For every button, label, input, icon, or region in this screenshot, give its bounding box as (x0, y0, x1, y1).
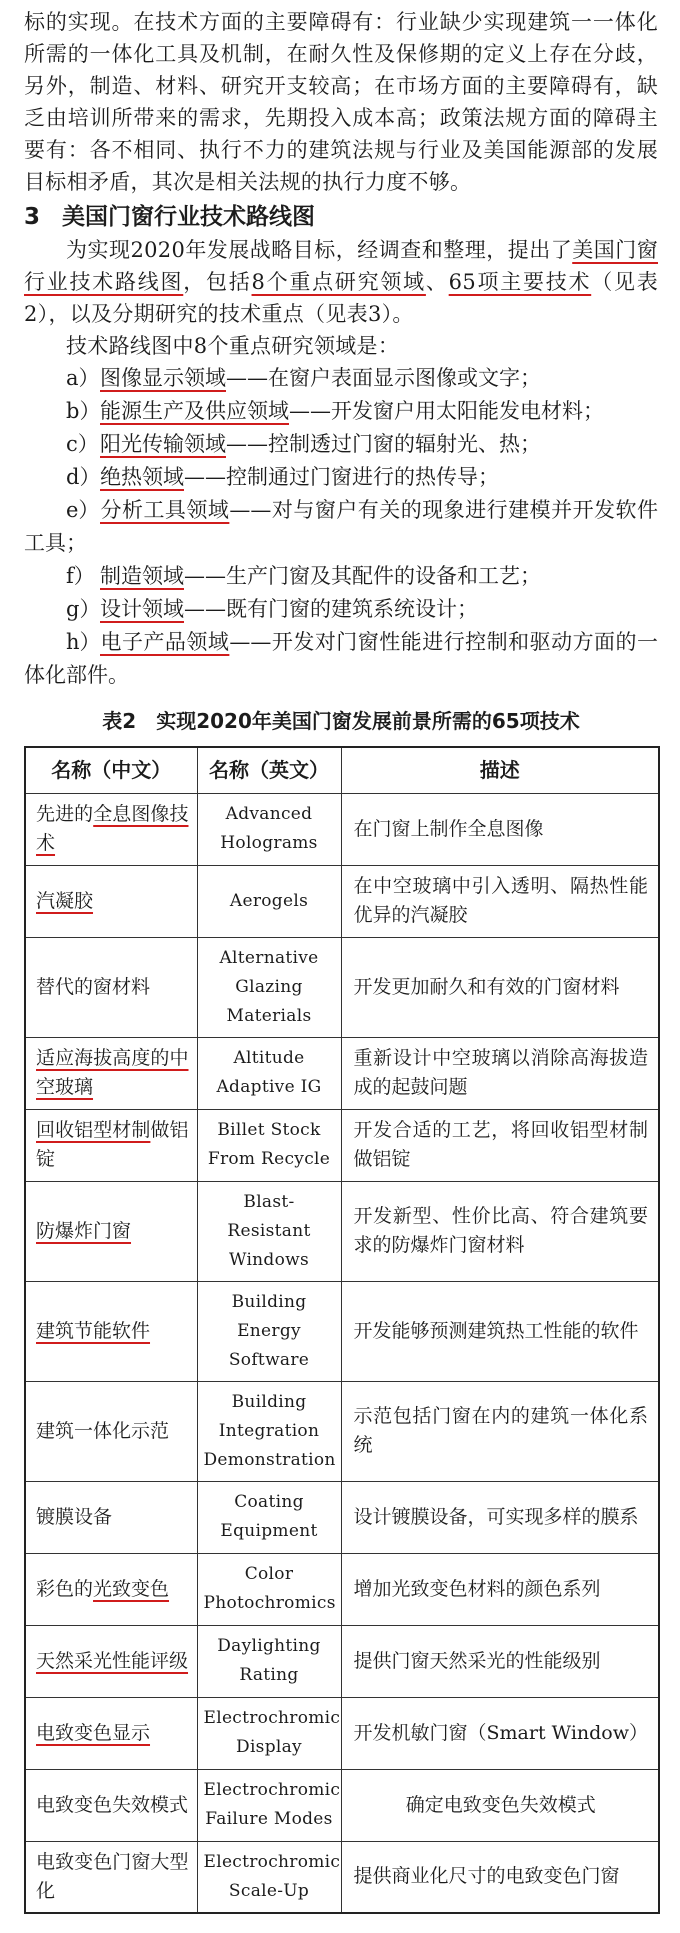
table-row (25, 865, 659, 937)
cell-name-en (197, 1381, 341, 1481)
text-run: 电致变色门窗大型化 (36, 1850, 189, 1902)
cell-highlight: 防爆炸门窗 (36, 1219, 132, 1242)
cell-description: 开发新型、性价比高、符合建筑要求的防爆炸门窗材料 (341, 1181, 659, 1281)
table-row (25, 1381, 659, 1481)
cell-description: 设计镀膜设备，可实现多样的膜系 (341, 1481, 659, 1553)
table-row (25, 1181, 659, 1281)
text-run: Equipment (220, 1521, 318, 1541)
text-run: ，包括 (183, 270, 252, 294)
column-header: 名称（中文） (25, 747, 197, 793)
cell-name-en (197, 1109, 341, 1181)
cell-description: 重新设计中空玻璃以消除高海拔造成的起鼓问题 (341, 1037, 659, 1109)
cell-name-en (197, 1625, 341, 1697)
list-intro: 技术路线图中8个重点研究领域是： (66, 334, 400, 358)
cell-name-en (197, 1037, 341, 1109)
cell-highlight: 光致变色 (93, 1577, 170, 1600)
focus-area-desc: ——控制通过门窗进行的热传导； (184, 465, 499, 489)
focus-area-name: 阳光传输领域 (100, 432, 226, 456)
cell-name-cn (25, 937, 197, 1037)
text-run: 替代的窗材料 (36, 975, 151, 998)
cell-name-cn (25, 1037, 197, 1109)
cell-name-cn (25, 1841, 197, 1913)
cell-name-en (197, 793, 341, 865)
cell-description: 增加光致变色材料的颜色系列 (341, 1553, 659, 1625)
text-run: Advanced (225, 804, 313, 824)
cell-name-en (197, 1769, 341, 1841)
focus-area-name: 设计领域 (100, 597, 184, 621)
column-header: 描述 (341, 747, 659, 793)
cell-name-cn (25, 1625, 197, 1697)
cell-name-cn (25, 1553, 197, 1625)
table-header-row (25, 747, 659, 793)
focus-area-name: 制造领域 (100, 564, 184, 588)
list-marker: d） (66, 465, 101, 489)
text-run: 彩色的 (36, 1577, 94, 1600)
text-run: Electrochromic (203, 1708, 341, 1728)
table-title: 表2 实现2020年美国门窗发展前景所需的65项技术 (102, 709, 580, 733)
cell-highlight: 汽凝胶 (36, 889, 94, 912)
text-run: Aerogels (229, 890, 309, 911)
focus-area-name: 能源生产及供应领域 (100, 399, 289, 423)
table-row (25, 1481, 659, 1553)
highlight-technologies: 65项主要技术 (448, 270, 592, 294)
section-number: 3 (24, 204, 41, 230)
text-run: Billet Stock (217, 1120, 321, 1140)
focus-area-item (24, 593, 658, 626)
text-run: Color (244, 1564, 294, 1584)
text-run: 镀膜设备 (36, 1505, 113, 1528)
focus-area-desc: ——对与窗户有关的现象进行建模并开发软件工具； (24, 498, 659, 555)
table-row (25, 1109, 659, 1181)
table-row (25, 1769, 659, 1841)
focus-area-item (24, 626, 658, 692)
cell-name-en (197, 1553, 341, 1625)
table-row (25, 793, 659, 865)
section-title: 美国门窗行业技术路线图 (62, 204, 315, 230)
list-marker: b） (66, 399, 101, 423)
text-run: Integration (218, 1420, 320, 1441)
text-run: Energy Software (228, 1320, 310, 1370)
focus-area-desc: ——既有门窗的建筑系统设计； (184, 597, 478, 621)
list-marker: e） (66, 498, 100, 522)
text-run: Electrochromic (203, 1851, 341, 1872)
highlight-focus-areas: 8个重点研究领域 (251, 270, 426, 294)
focus-area-desc: ——在窗户表面显示图像或文字； (226, 366, 541, 390)
focus-area-desc: ——生产门窗及其配件的设备和工艺； (184, 564, 541, 588)
focus-area-item (24, 428, 658, 461)
focus-area-desc: ——开发窗户用太阳能发电材料； (289, 399, 604, 423)
text-run: Glazing (235, 976, 303, 997)
cell-highlight: 回收铝型材制 (36, 1119, 151, 1141)
cell-name-en (197, 1697, 341, 1769)
table-row (25, 1697, 659, 1769)
focus-area-desc: ——控制透过门窗的辐射光、热； (226, 432, 541, 456)
text-run: Building (231, 1291, 307, 1312)
focus-area-list (24, 362, 658, 692)
highlight-roadmap: 美国门窗行业技术路线图 (24, 238, 658, 294)
cell-name-cn (25, 1181, 197, 1281)
text-run: 先进的 (36, 803, 94, 825)
focus-area-name: 图像显示领域 (100, 366, 226, 390)
table-row (25, 1841, 659, 1913)
text-run: 建筑一体化示范 (36, 1419, 170, 1442)
list-marker: f） (66, 564, 95, 588)
focus-area-name: 电子产品领域 (100, 630, 230, 654)
text-run: （见表2），以及分期研究的技术重点（见表3）。 (24, 270, 659, 326)
cell-description: 在中空玻璃中引入透明、隔热性能优异的汽凝胶 (341, 865, 659, 937)
document-page (24, 0, 658, 1914)
list-marker: h） (66, 630, 101, 654)
cell-name-cn (25, 1769, 197, 1841)
text-run: Alternative (219, 947, 319, 968)
section-paragraph (24, 234, 658, 330)
text-run: Photochromics (203, 1593, 336, 1613)
cell-name-en (197, 1181, 341, 1281)
focus-area-name: 分析工具领域 (100, 498, 230, 522)
text-run: Adaptive IG (216, 1077, 322, 1097)
text-run: Blast-Resistant (227, 1191, 311, 1241)
cell-description: 示范包括门窗在内的建筑一体化系统 (341, 1381, 659, 1481)
cell-name-cn (25, 1481, 197, 1553)
cell-description: 在门窗上制作全息图像 (341, 793, 659, 865)
text-run: Scale-Up (228, 1880, 310, 1901)
cell-description: 提供门窗天然采光的性能级别 (341, 1625, 659, 1697)
list-marker: a） (66, 366, 100, 390)
cell-description: 开发合适的工艺，将回收铝型材制做铝锭 (341, 1109, 659, 1181)
text-run: Demonstration (203, 1449, 336, 1470)
text-run: Windows (228, 1249, 310, 1270)
cell-highlight: 建筑节能软件 (36, 1319, 151, 1342)
focus-area-item (24, 560, 658, 593)
column-header: 名称（英文） (197, 747, 341, 793)
cell-description: 提供商业化尺寸的电致变色门窗 (341, 1841, 659, 1913)
cell-highlight: 电致变色显示 (36, 1721, 151, 1744)
text-run: Electrochromic (203, 1780, 341, 1800)
cell-description: 开发能够预测建筑热工性能的软件 (341, 1281, 659, 1381)
text-run: Display (236, 1737, 302, 1757)
cell-name-en (197, 937, 341, 1037)
focus-area-desc: ——开发对门窗性能进行控制和驱动方面的一体化部件。 (24, 630, 659, 687)
cell-description: 确定电致变色失效模式 (341, 1769, 659, 1841)
cell-name-cn (25, 1109, 197, 1181)
cell-name-en (197, 1481, 341, 1553)
text-run: 为实现2020年发展战略目标，经调查和整理，提出了 (66, 238, 573, 262)
table-row (25, 1553, 659, 1625)
table-row (25, 1037, 659, 1109)
focus-area-item (24, 395, 658, 428)
cell-description: 开发机敏门窗（Smart Window） (341, 1697, 659, 1769)
text-run: 电致变色失效模式 (36, 1793, 189, 1816)
text-run: Coating (234, 1492, 304, 1512)
cell-name-en (197, 865, 341, 937)
cell-highlight: 全息图像技术 (36, 803, 189, 854)
cell-name-en (197, 1841, 341, 1913)
text-run: From Recycle (207, 1149, 331, 1169)
table-row (25, 1281, 659, 1381)
text-run: 、 (425, 270, 449, 294)
cell-name-cn (25, 1281, 197, 1381)
focus-area-item (24, 461, 658, 494)
cell-name-en (197, 1281, 341, 1381)
cell-name-cn (25, 865, 197, 937)
focus-area-item (24, 494, 658, 560)
table-row (25, 1625, 659, 1697)
section-heading (24, 200, 658, 234)
list-marker: g） (66, 597, 101, 621)
intro-paragraph: 标的实现。在技术方面的主要障碍有：行业缺少实现建筑一一体化所需的一体化工具及机制，在耐久性及保修期的定义上存在分歧，另外，制造、材料、研究开支较高；在市场方面的主要障碍有，缺乏由培训所带来的需求，先期投入成本高；政策法规方面的障碍主要有：各不相同、执行不力的建筑法规与行业及美国能源部的发展目标相矛盾，其次是相关法规的执行力度不够。 (24, 10, 658, 194)
text-run: Failure Modes (205, 1809, 333, 1829)
cell-highlight: 天然采光性能评级 (36, 1649, 189, 1672)
focus-area-name: 绝热领域 (100, 465, 184, 489)
cell-name-cn (25, 793, 197, 865)
list-marker: c） (66, 432, 99, 456)
text-run: Materials (226, 1005, 312, 1026)
table-row (25, 937, 659, 1037)
technology-table (24, 746, 660, 1914)
text-run: Rating (239, 1665, 299, 1685)
text-run: 做铝锭 (36, 1119, 189, 1170)
text-run: Holograms (220, 833, 318, 853)
text-run: Altitude (233, 1048, 305, 1068)
text-run: Daylighting (217, 1636, 321, 1656)
cell-highlight: 适应海拔高度的中空玻璃 (36, 1047, 189, 1098)
cell-name-cn (25, 1697, 197, 1769)
cell-description: 开发更加耐久和有效的门窗材料 (341, 937, 659, 1037)
cell-name-cn (25, 1381, 197, 1481)
focus-area-item (24, 362, 658, 395)
text-run: Building (231, 1391, 307, 1412)
